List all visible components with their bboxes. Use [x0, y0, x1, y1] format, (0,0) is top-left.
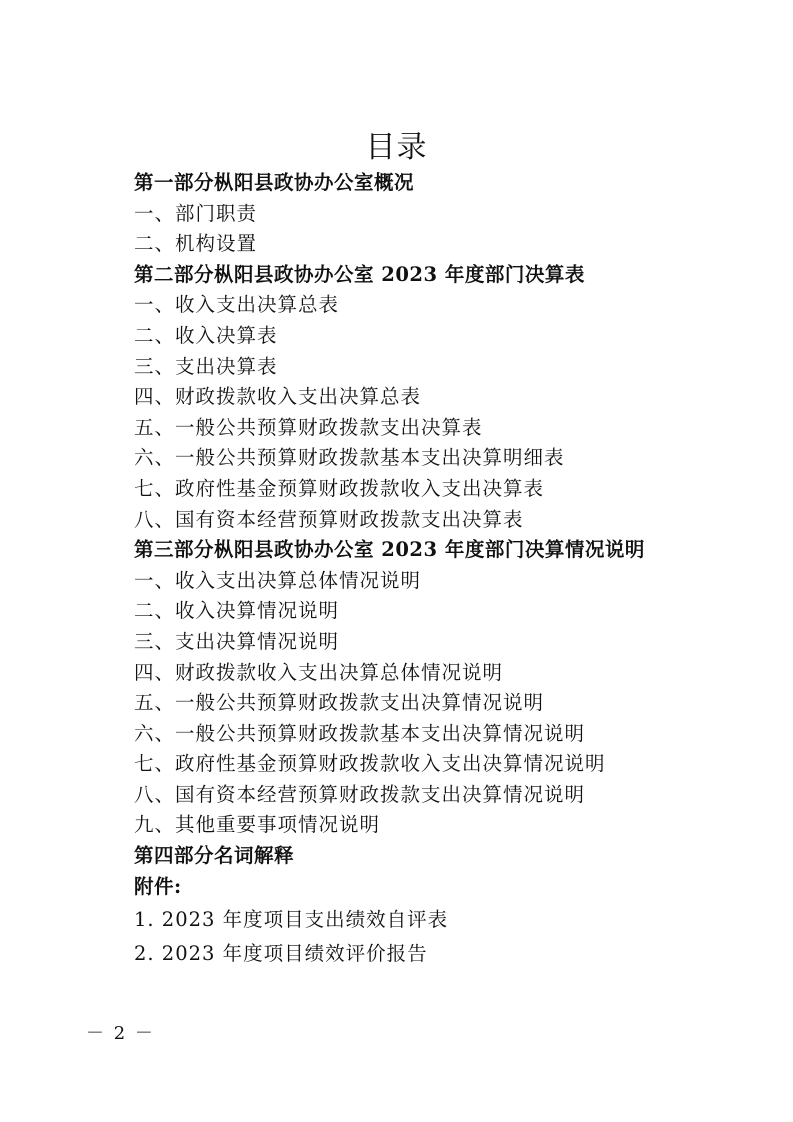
toc-item: 四、财政拨款收入支出决算总表 [134, 385, 422, 409]
table-of-contents [134, 168, 694, 969]
toc-item: 一、部门职责 [134, 201, 258, 225]
page-number: － 2 － [86, 1023, 155, 1044]
toc-item: 一、收入支出决算总表 [134, 293, 340, 317]
toc-item: 1. 2023 年度项目支出绩效自评表 [134, 908, 449, 932]
toc-item: 2. 2023 年度项目绩效评价报告 [134, 941, 428, 965]
toc-item: 二、收入决算情况说明 [134, 599, 340, 623]
toc-section-heading: 第一部分枞阳县政协办公室概况 [134, 171, 415, 194]
toc-item: 五、一般公共预算财政拨款支出决算表 [134, 415, 483, 439]
toc-item: 四、财政拨款收入支出决算总体情况说明 [134, 660, 504, 684]
toc-section-heading: 第四部分名词解释 [134, 844, 295, 868]
toc-item: 五、一般公共预算财政拨款支出决算情况说明 [134, 691, 545, 715]
toc-item: 八、国有资本经营预算财政拨款支出决算表 [134, 507, 524, 531]
toc-item: 三、支出决算情况说明 [134, 629, 340, 653]
toc-item: 七、政府性基金预算财政拨款收入支出决算情况说明 [134, 752, 606, 776]
toc-item: 二、收入决算表 [134, 323, 278, 347]
toc-item: 七、政府性基金预算财政拨款收入支出决算表 [134, 476, 545, 500]
toc-section-heading: 第二部分枞阳县政协办公室 2023 年度部门决算表 [134, 262, 585, 286]
toc-item: 一、收入支出决算总体情况说明 [134, 568, 422, 592]
page-title: 目录 [365, 130, 428, 165]
toc-item: 八、国有资本经营预算财政拨款支出决算情况说明 [134, 782, 586, 806]
toc-item: 三、支出决算表 [134, 354, 278, 378]
toc-item: 六、一般公共预算财政拨款基本支出决算明细表 [134, 446, 565, 470]
toc-item: 九、其他重要事项情况说明 [134, 813, 381, 837]
toc-section-heading: 第三部分枞阳县政协办公室 2023 年度部门决算情况说明 [134, 538, 645, 562]
toc-item: 二、机构设置 [134, 232, 258, 256]
toc-section-heading: 附件: [134, 874, 182, 898]
toc-item: 六、一般公共预算财政拨款基本支出决算情况说明 [134, 721, 586, 745]
